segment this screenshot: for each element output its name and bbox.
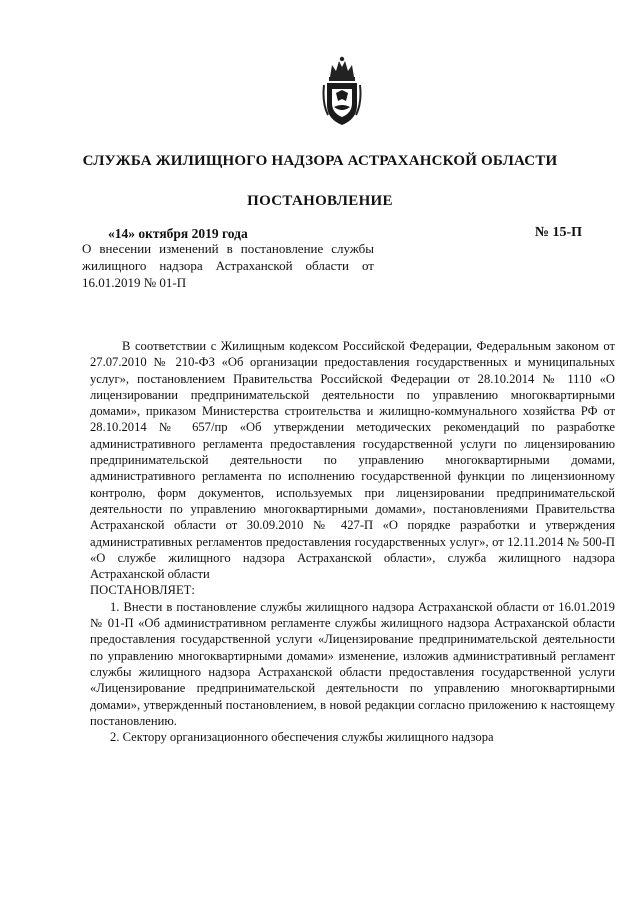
list-item xyxy=(90,729,615,745)
item-text: Сектору организационного обеспечения службы жилищного надзора xyxy=(122,730,494,745)
document-number: № 15-П xyxy=(534,225,582,240)
item-number: 1. xyxy=(110,599,120,614)
item-number: 2. xyxy=(110,730,120,745)
document-type-heading: ПОСТАНОВЛЕНИЕ xyxy=(247,193,393,209)
organization-title: СЛУЖБА ЖИЛИЩНОГО НАДЗОРА АСТРАХАНСКОЙ ОБЛАСТИ xyxy=(82,153,558,169)
item-text: Внести в постановление службы жилищного надзора Астраханской области от 16.01.2019 № 01-П «Об административном регламенте службы жилищного надзора Астраханской области предоставления государственной услуги «Лицензирование предпринимательской деятельности по управлению многоквартирными домами» изменение, изложив административный регламент службы жилищного надзора Астраханской области предоставления государственной услуги «Лицензирование предпринимательской деятельности по управлению многоквартирными домами», утвержденный постановлением, в новой редакции согласно приложению к настоящему постановлению. xyxy=(90,599,615,728)
document-body xyxy=(90,338,615,745)
preamble-paragraph: В соответствии с Жилищным кодексом Российской Федерации, Федеральным законом от 27.07.2010 № 210-ФЗ «Об организации предоставления государственных и муниципальных услуг», постановлением Правительства Российской Федерации от 28.10.2014 № 1110 «О лицензировании предпринимательской деятельности по управлению многоквартирными домами», приказом Министерства строительства и жилищно-коммунального хозяйства РФ от 28.10.2014 № 657/пр «Об утверждении методических рекомендаций по разработке административного регламента предоставления государственной услуги по лицензированию предпринимательской деятельности по управлению многоквартирными домами, административного регламента по исполнению государственной функции по лицензионному контролю, форм документов, используемых при лицензировании предпринимательской деятельности по управлению многоквартирными домами», постановлениями Правительства Астраханской области от 30.09.2010 № 427-П «О порядке разработки и утверждения административных регламентов предоставления государственных услуг», от 12.11.2014 № 500-П «О службе жилищного надзора Астраханской области», служба жилищного надзора Астраханской области xyxy=(90,339,615,582)
coat-of-arms-icon xyxy=(322,55,362,127)
document-date: «14» октября 2019 года xyxy=(108,226,248,241)
list-item xyxy=(90,599,615,729)
decree-word: ПОСТАНОВЛЯЕТ: xyxy=(90,583,195,598)
document-subject: О внесении изменений в постановление службы жилищного надзора Астраханской области от 16.01.2019 № 01-П xyxy=(82,241,374,290)
